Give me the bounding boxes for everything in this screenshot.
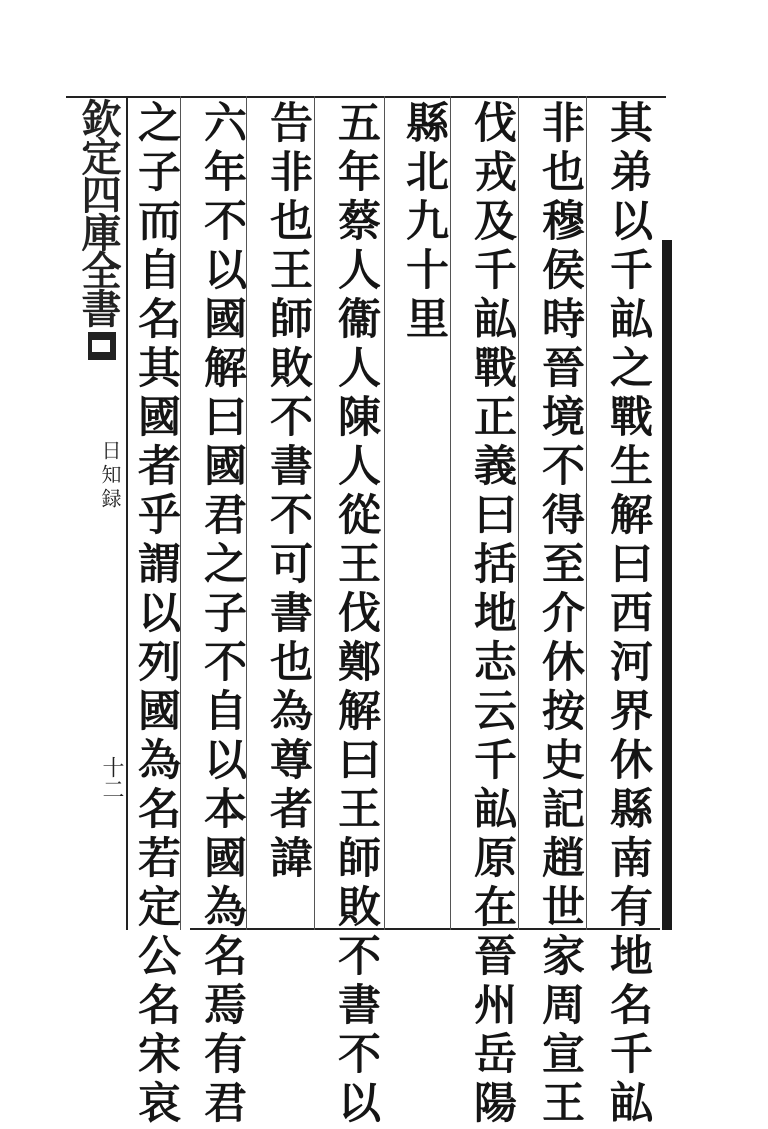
text-column-3: 伐戎及千畆戰正義曰括地志云千畆原在晉州岳陽 — [467, 100, 517, 1129]
column-divider — [384, 96, 385, 930]
bottom-border-line — [190, 928, 660, 930]
text-column-4: 縣北九十里 — [399, 100, 449, 345]
text-column-8: 之子而自名其國者乎謂以列國為名若定公名宋哀 — [131, 100, 181, 1129]
margin-title: 欽定四庫全書 — [75, 98, 122, 326]
page-number: 十二 — [99, 756, 124, 800]
text-column-2: 非也穆侯時晉境不得至介休按史記趙世家周宣王 — [535, 100, 585, 1129]
text-column-7: 六年不以國解曰國君之子不自以本國為名焉有君 — [197, 100, 247, 1129]
book-name: 日知録 — [98, 440, 122, 512]
top-border-line — [66, 96, 666, 98]
fish-tail-mark-icon — [88, 332, 116, 360]
text-column-6: 告非也王師敗不書不可書也為尊者諱 — [263, 100, 313, 884]
text-column-1: 其弟以千畆之戰生解曰西河界休縣南有地名千畆 — [603, 100, 653, 1129]
text-column-5: 五年蔡人衞人陳人從王伐鄭解曰王師敗不書不以 — [331, 100, 381, 1129]
right-edge-bar — [662, 240, 672, 930]
